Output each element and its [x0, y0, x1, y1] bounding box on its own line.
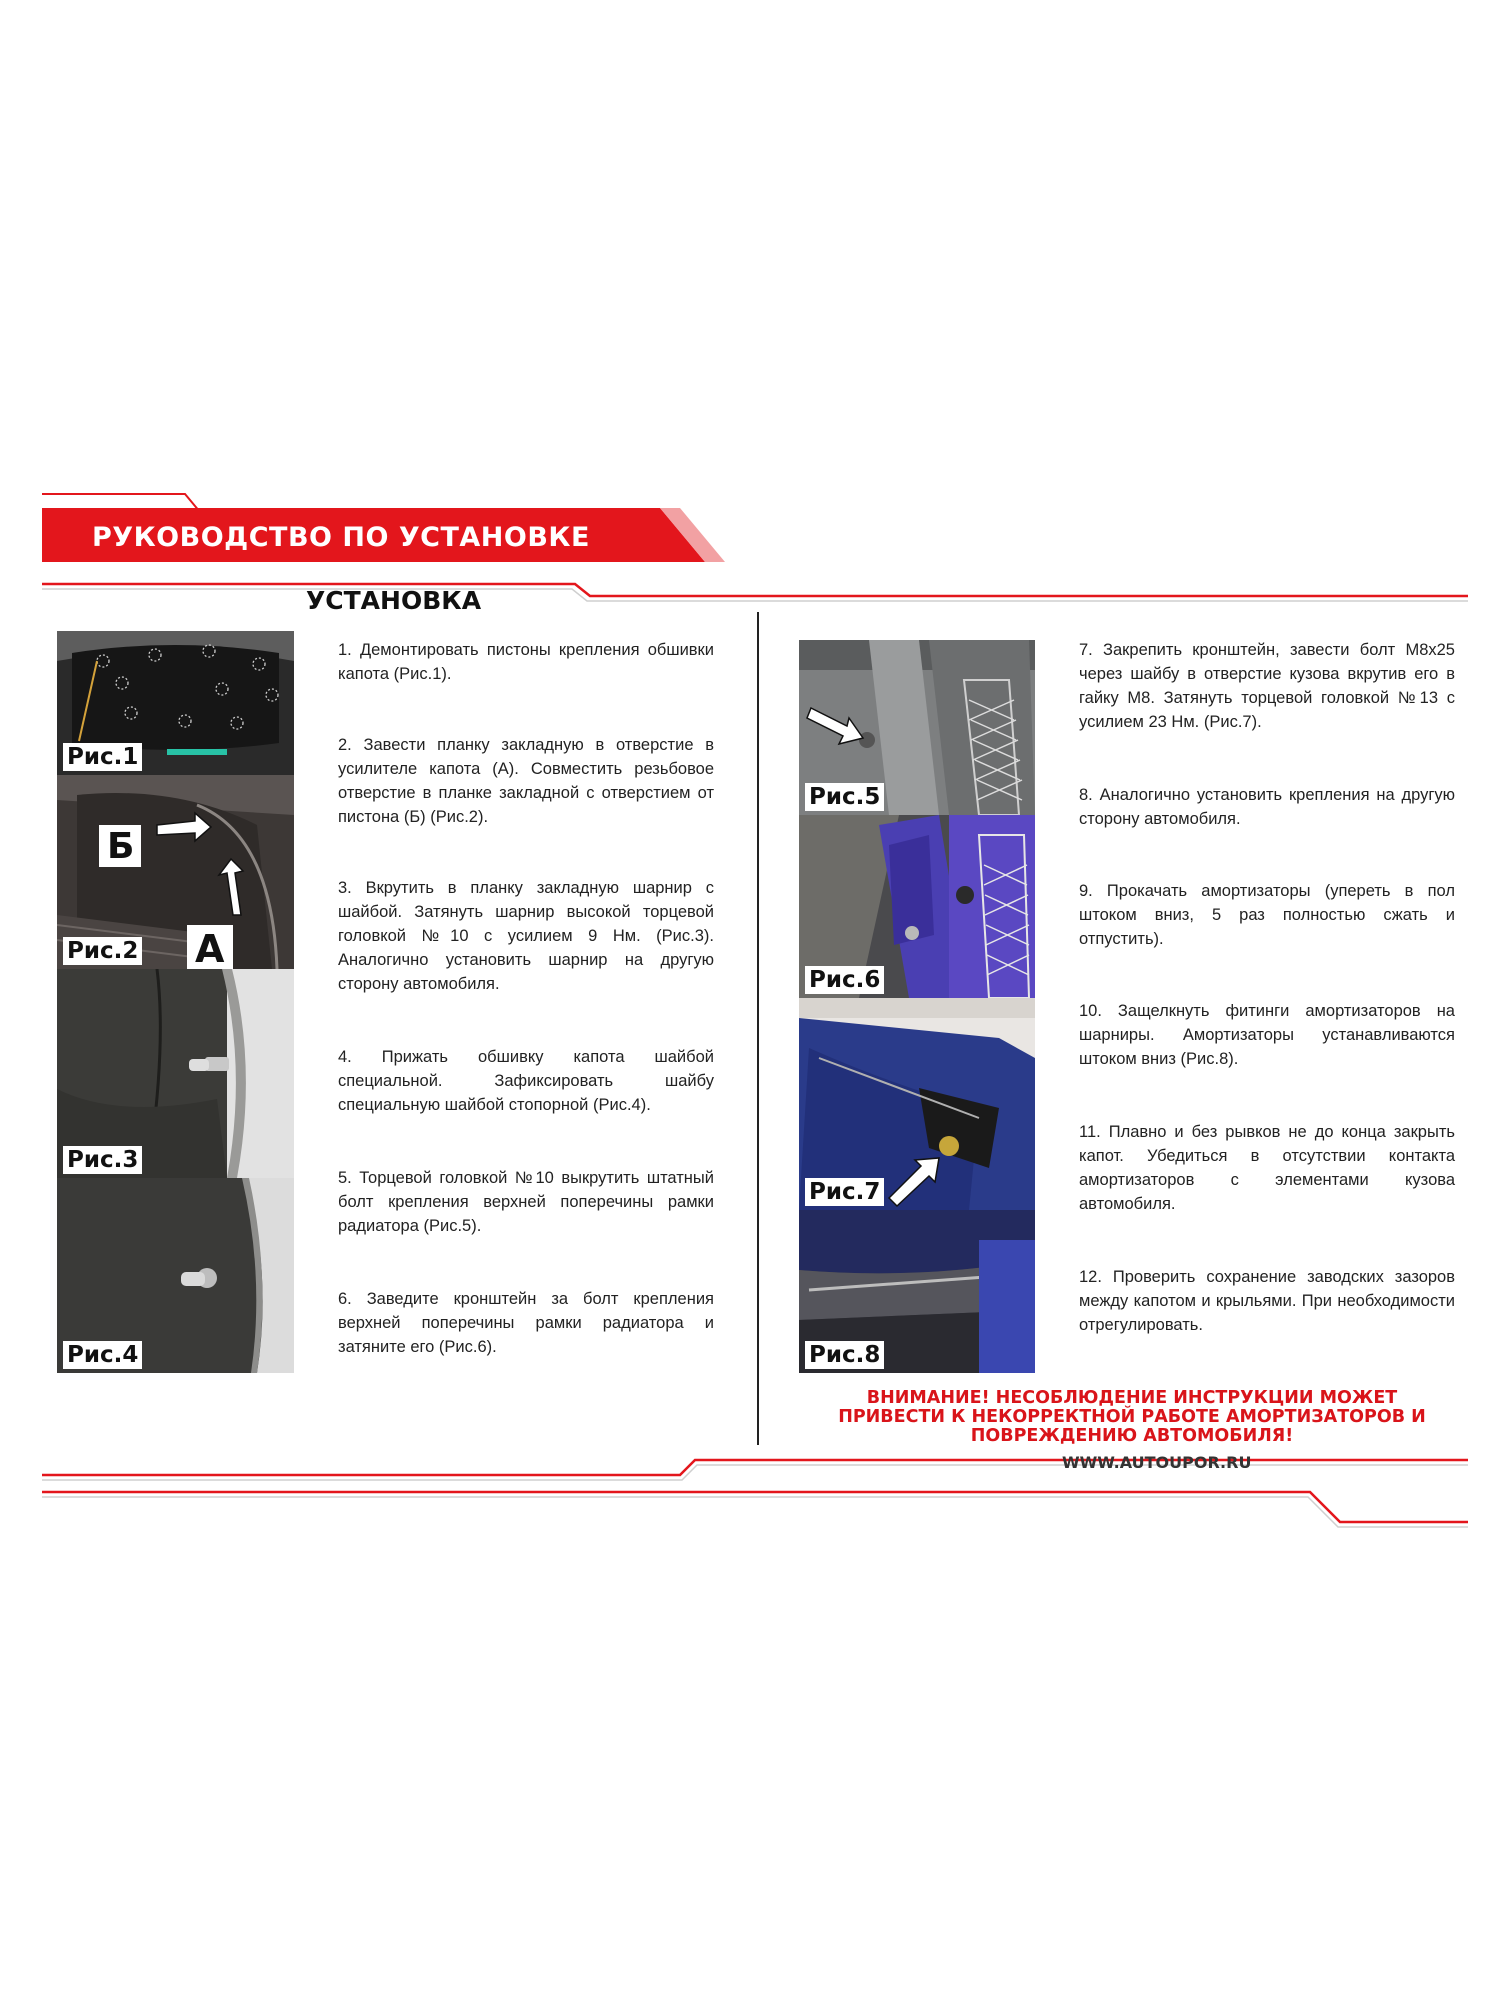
figure-8-photo: [799, 1210, 1035, 1373]
step-2: 2. Завести планку закладную в отверстие в усилителе капота (А). Совместить резьбовое отверстие в планке закладной с отверстием от пистона (Б) (Рис.2).: [338, 736, 714, 826]
step-5: 5. Торцевой головкой №10 выкрутить штатный болт крепления верхней поперечины рамки радиатора (Рис.5).: [338, 1169, 714, 1235]
footer-banner-graphic: [0, 1430, 1500, 1540]
figure-3-label: Рис.3: [63, 1146, 142, 1174]
figure-2-letter-a: А: [195, 927, 225, 969]
warning-text: ВНИМАНИЕ! НЕСОБЛЮДЕНИЕ ИНСТРУКЦИИ МОЖЕТ ПРИВЕСТИ К НЕКОРРЕКТНОЙ РАБОТЕ АМОРТИЗАТОРОВ И ПОВРЕЖДЕНИЮ АВТОМОБИЛЯ!: [838, 1388, 1426, 1446]
step-6: 6. Заведите кронштейн за болт крепления верхней поперечины рамки радиатора и затяните его (Рис.6).: [338, 1290, 714, 1356]
figure-4-label: Рис.4: [63, 1341, 142, 1369]
figure-5-photo: [799, 640, 1035, 815]
step-7: 7. Закрепить кронштейн, завести болт М8х25 через шайбу в отверстие кузова вкрутив его в гайку М8. Затянуть торцевой головкой №13 с усилием 23 Нм. (Рис.7).: [1079, 641, 1455, 731]
column-divider: [757, 612, 759, 1445]
figure-7-label: Рис.7: [805, 1178, 884, 1206]
step-12: 12. Проверить сохранение заводских зазоров между капотом и крыльями. При необходимости отрегулировать.: [1079, 1268, 1455, 1334]
figure-4-photo: [57, 1178, 294, 1373]
figure-8-label: Рис.8: [805, 1341, 884, 1369]
step-3: 3. Вкрутить в планку закладную шарнир с шайбой. Затянуть шарнир высокой торцевой головкой №10 с усилием 9 Нм. (Рис.3). Аналогично установить шарнир на другую сторону автомобиля.: [338, 879, 714, 993]
step-8: 8. Аналогично установить крепления на другую сторону автомобиля.: [1079, 786, 1455, 828]
figure-6-photo: [799, 815, 1035, 998]
step-11: 11. Плавно и без рывков не до конца закрыть капот. Убедиться в отсутствии контакта амортизаторов с элементами кузова автомобиля.: [1079, 1123, 1455, 1213]
step-4: 4. Прижать обшивку капота шайбой специальной. Зафиксировать шайбу специальную шайбой стопорной (Рис.4).: [338, 1048, 714, 1114]
figure-5-label: Рис.5: [805, 783, 884, 811]
figure-6-label: Рис.6: [805, 966, 884, 994]
step-9: 9. Прокачать амортизаторы (упереть в пол штоком вниз, 5 раз полностью сжать и отпустить).: [1079, 882, 1455, 948]
step-10: 10. Защелкнуть фитинги амортизаторов на шарниры. Амортизаторы устанавливаются штоком вниз (Рис.8).: [1079, 1002, 1455, 1068]
website-link[interactable]: WWW.AUTOUPOR.RU: [1062, 1453, 1252, 1472]
figure-1-label: Рис.1: [63, 743, 142, 771]
figure-1-photo: [57, 631, 294, 775]
header-title: РУКОВОДСТВО ПО УСТАНОВКЕ: [92, 522, 590, 553]
figure-3-photo: [57, 969, 294, 1178]
figure-2-photo: [57, 775, 294, 969]
figure-2-label: Рис.2: [63, 937, 142, 965]
step-1: 1. Демонтировать пистоны крепления обшивки капота (Рис.1).: [338, 641, 714, 683]
figure-7-photo: [799, 998, 1035, 1210]
section-title: УСТАНОВКА: [306, 586, 482, 615]
figure-2-letter-b: Б: [107, 826, 135, 867]
